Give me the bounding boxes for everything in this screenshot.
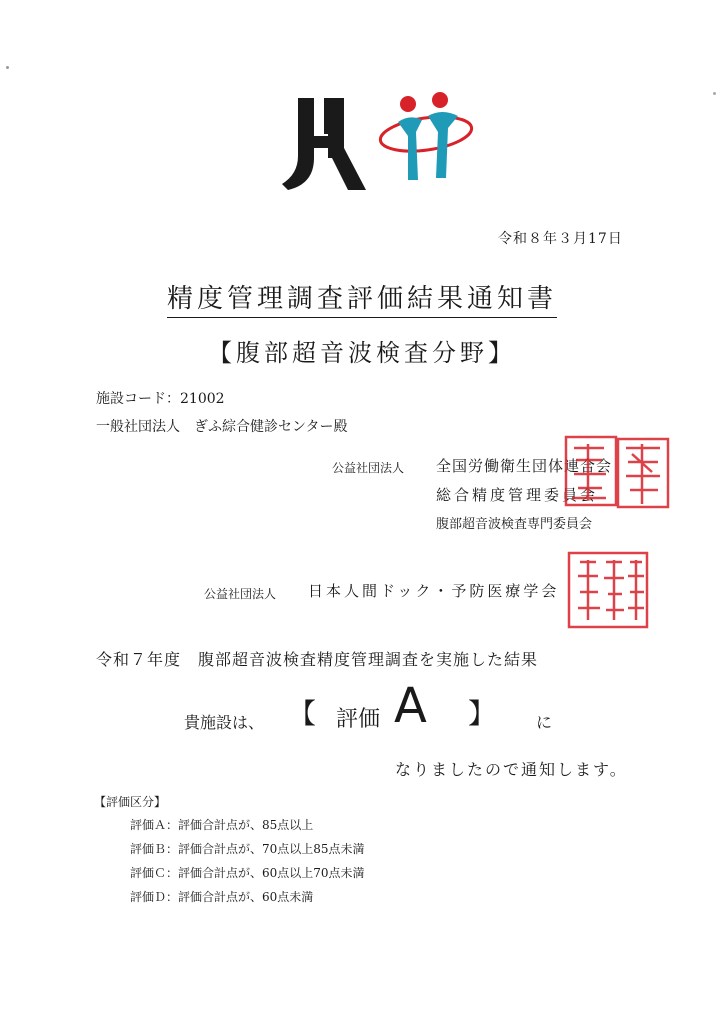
bracket-close: 】: [468, 697, 497, 730]
evaluation-label: 評価: [336, 707, 381, 732]
result-intro: 令和７年度 腹部超音波検査精度管理調査を実施した結果: [96, 650, 539, 669]
issuer1-committee: 総合精度管理委員会: [436, 486, 599, 504]
issuer1-department: 腹部超音波検査専門委員会: [436, 517, 593, 532]
scan-speck: [713, 92, 716, 95]
result-closing: なりましたので通知します。: [395, 760, 628, 779]
criteria-heading: 【評価区分】: [94, 795, 167, 809]
document-subtitle: 【腹部超音波検査分野】: [208, 339, 516, 367]
issuer2-prefix: 公益社団法人: [204, 587, 277, 601]
jh-mark-icon: [280, 96, 368, 192]
result-prefix: 貴施設は、: [184, 713, 265, 732]
issuer1-name: 全国労働衛生団体連合会: [436, 457, 613, 475]
bracket-open: 【: [288, 697, 317, 730]
document-title: 精度管理調査評価結果通知書: [0, 278, 724, 315]
evaluation-grade: A: [394, 678, 427, 734]
two-figures-logo-icon: [378, 92, 478, 184]
facility-name: 一般社団法人 ぎふ綜合健診センター殿: [96, 419, 348, 435]
criteria-item-d: 評価Ｄ：評価合計点が、60点未満: [130, 890, 314, 904]
result-particle: に: [536, 713, 553, 732]
criteria-item-c: 評価Ｃ：評価合計点が、60点以上70点未満: [130, 866, 365, 880]
criteria-item-b: 評価Ｂ：評価合計点が、70点以上85点未満: [130, 842, 365, 856]
facility-code: 施設コード：21002: [96, 391, 225, 407]
red-square-seal-icon: [562, 434, 672, 512]
issuer1-prefix: 公益社団法人: [332, 461, 405, 475]
issuer2-name: 日本人間ドック・予防医療学会: [308, 582, 560, 600]
issue-date: 令和８年３月17日: [498, 231, 623, 247]
criteria-list: [130, 815, 365, 911]
criteria-item-a: 評価Ａ：評価合計点が、85点以上: [130, 818, 314, 832]
scan-speck: [6, 66, 9, 69]
red-square-seal-icon: [566, 550, 650, 630]
